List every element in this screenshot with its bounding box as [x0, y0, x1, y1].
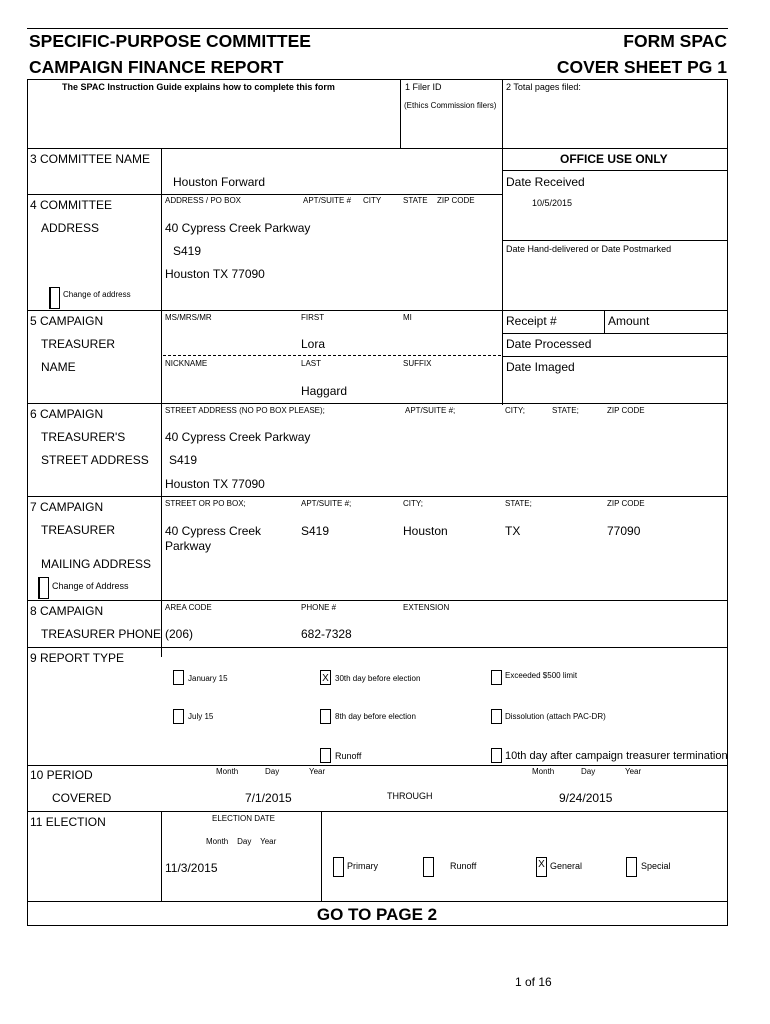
committee-address-line1: 40 Cypress Creek Parkway — [165, 221, 311, 235]
col-city: CITY — [363, 196, 382, 205]
election-runoff-checkbox[interactable] — [423, 857, 434, 877]
election-primary-checkbox[interactable] — [333, 857, 344, 877]
top-rule — [27, 28, 728, 29]
right-border — [727, 79, 728, 926]
election-primary-label: Primary — [347, 861, 378, 871]
col-apt-suite: APT/SUITE # — [303, 196, 352, 205]
col-city: CITY; — [403, 499, 423, 508]
col-address-po: ADDRESS / PO BOX — [165, 196, 242, 205]
treasurer-street-label: 6 CAMPAIGN — [30, 407, 104, 421]
col-zip: ZIP CODE — [607, 499, 645, 508]
col-extension: EXTENSION — [403, 603, 450, 612]
report-jul15-checkbox[interactable] — [173, 709, 184, 724]
col-first: FIRST — [301, 313, 325, 322]
office-use-divider — [502, 148, 503, 405]
date-received-label: Date Received — [506, 175, 585, 189]
date-received-value: 10/5/2015 — [532, 198, 573, 208]
election-general-checkbox[interactable]: X — [536, 857, 547, 877]
election-special-checkbox[interactable] — [626, 857, 637, 877]
col-phone: PHONE # — [301, 603, 337, 612]
total-pages-label: 2 Total pages filed: — [506, 82, 581, 92]
report-dissolution-label: Dissolution (attach PAC-DR) — [505, 712, 606, 721]
mailing-state: TX — [505, 524, 521, 538]
period-to-value: 9/24/2015 — [559, 791, 613, 805]
col-state: STATE — [403, 196, 428, 205]
report-dissolution-checkbox[interactable] — [491, 709, 502, 724]
form-title-line2: CAMPAIGN FINANCE REPORT — [29, 57, 284, 77]
form-title-line1: SPECIFIC-PURPOSE COMMITTEE — [29, 31, 311, 51]
election-general-label: General — [550, 861, 583, 871]
left-border — [27, 79, 28, 926]
office-use-title: OFFICE USE ONLY — [560, 152, 668, 166]
instruction-text: The SPAC Instruction Guide explains how to complete this form — [62, 82, 335, 92]
election-date-value: 11/3/2015 — [165, 861, 218, 875]
report-8th-label: 8th day before election — [335, 712, 416, 721]
phone-number: 682-7328 — [301, 627, 352, 641]
header-rule — [27, 79, 728, 80]
mailing-street-line1: 40 Cypress Creek — [165, 524, 262, 538]
mailing-zip: 77090 — [607, 524, 641, 538]
go-to-page-2: GO TO PAGE 2 — [316, 905, 438, 924]
col-street-po: STREET OR PO BOX; — [165, 499, 246, 508]
committee-name-label: 3 COMMITTEE NAME — [30, 152, 151, 166]
report-type-label: 9 REPORT TYPE — [30, 651, 125, 665]
col-apt-suite: APT/SUITE #; — [405, 406, 456, 415]
change-of-address-label: Change of address — [63, 290, 131, 299]
col-nickname: NICKNAME — [165, 359, 208, 368]
from-month-label: Month — [216, 767, 239, 776]
col-suffix: SUFFIX — [403, 359, 432, 368]
election-date-label: ELECTION DATE — [212, 814, 275, 823]
treasurer-street-line1: 40 Cypress Creek Parkway — [165, 430, 311, 444]
treasurer-first-name: Lora — [301, 337, 326, 351]
amount-label: Amount — [608, 314, 650, 328]
col-ms-mrs-mr: MS/MRS/MR — [165, 313, 212, 322]
col-zip: ZIP CODE — [607, 406, 645, 415]
election-special-label: Special — [641, 861, 671, 871]
report-exceeded-checkbox[interactable] — [491, 670, 502, 685]
page-number: 1 of 16 — [515, 975, 552, 989]
election-label: 11 ELECTION — [30, 815, 106, 829]
treasurer-last-name: Haggard — [301, 384, 348, 398]
col-apt-suite: APT/SUITE #; — [301, 499, 352, 508]
filer-id-label: 1 Filer ID — [405, 82, 442, 92]
committee-address-line3: Houston TX 77090 — [165, 267, 265, 281]
bottom-rule — [27, 925, 728, 926]
form-sheet: COVER SHEET PG 1 — [556, 57, 727, 77]
col-last: LAST — [301, 359, 322, 368]
committee-address-label: 4 COMMITTEE — [30, 198, 113, 212]
col-state: STATE; — [505, 499, 532, 508]
col-city: CITY; — [505, 406, 525, 415]
col-state: STATE; — [552, 406, 579, 415]
to-month-label: Month — [532, 767, 555, 776]
treasurer-phone-label: 8 CAMPAIGN — [30, 604, 104, 618]
to-year-label: Year — [625, 767, 642, 776]
col-zip: ZIP CODE — [437, 196, 475, 205]
report-jan15-checkbox[interactable] — [173, 670, 184, 685]
change-of-address-checkbox[interactable] — [49, 287, 60, 309]
change-of-mailing-address-checkbox[interactable] — [38, 577, 49, 599]
report-10th-label: 10th day after campaign treasurer termination — [505, 750, 728, 762]
report-exceeded-label: Exceeded $500 limit — [505, 671, 578, 680]
col-mi: MI — [403, 313, 412, 322]
from-year-label: Year — [309, 767, 326, 776]
form-id: FORM SPAC — [623, 31, 727, 51]
mailing-city: Houston — [403, 524, 448, 538]
election-runoff-label: Runoff — [450, 861, 477, 871]
report-30th-checkbox[interactable]: X — [320, 670, 331, 685]
treasurer-street-line3: Houston TX 77090 — [165, 477, 265, 491]
col-area-code: AREA CODE — [165, 603, 212, 612]
date-processed-label: Date Processed — [506, 337, 592, 351]
filer-id-note: (Ethics Commission filers) — [404, 101, 497, 110]
change-of-mailing-address-label: Change of Address — [52, 581, 129, 591]
hand-delivered-label: Date Hand-delivered or Date Postmarked — [506, 244, 672, 254]
report-8th-checkbox[interactable] — [320, 709, 331, 724]
treasurer-mailing-label: 7 CAMPAIGN — [30, 500, 104, 514]
phone-area-code: (206) — [165, 627, 194, 641]
committee-name-value: Houston Forward — [173, 175, 266, 189]
mailing-street-line2: Parkway — [165, 539, 212, 553]
period-through-label: THROUGH — [387, 791, 433, 801]
col-street-address: STREET ADDRESS (NO PO BOX PLEASE); — [165, 406, 325, 415]
report-10th-checkbox[interactable] — [491, 748, 502, 763]
from-day-label: Day — [265, 767, 280, 776]
period-from-value: 7/1/2015 — [245, 791, 292, 805]
election-date-columns: Month Day Year — [206, 837, 277, 846]
mailing-apt: S419 — [301, 524, 330, 538]
period-covered-label: 10 PERIOD — [30, 768, 93, 782]
committee-address-line2: S419 — [173, 244, 202, 258]
report-jul15-label: July 15 — [188, 712, 214, 721]
report-runoff-label: Runoff — [335, 751, 362, 761]
to-day-label: Day — [581, 767, 596, 776]
treasurer-name-label: 5 CAMPAIGN — [30, 314, 104, 328]
date-imaged-label: Date Imaged — [506, 360, 575, 374]
report-jan15-label: January 15 — [188, 674, 228, 683]
report-runoff-checkbox[interactable] — [320, 748, 331, 763]
treasurer-street-line2: S419 — [169, 453, 198, 467]
report-30th-label: 30th day before election — [335, 674, 421, 683]
receipt-label: Receipt # — [506, 314, 557, 328]
